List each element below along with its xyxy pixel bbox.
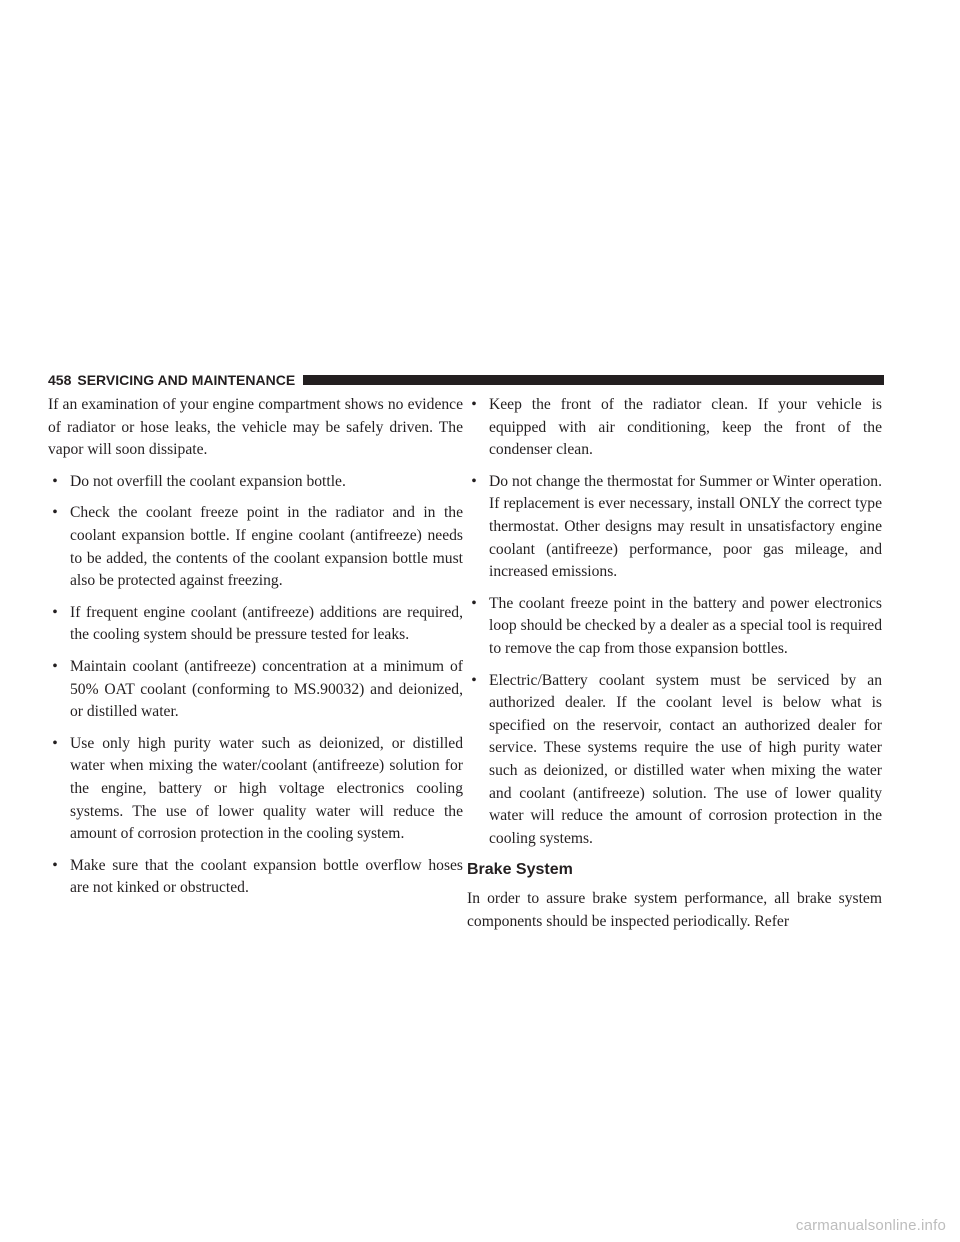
brake-paragraph: In order to assure brake system performance, all brake system components should be inspected periodically. Refer <box>467 890 882 930</box>
bullet-icon: • <box>52 472 58 490</box>
page-number: 458 <box>48 372 72 388</box>
bullet-icon: • <box>471 472 477 490</box>
bullet-icon: • <box>52 734 58 752</box>
intro-paragraph: If an examination of your engine compartment shows no evidence of radiator or hose leaks, the vehicle may be safely driven. The vapor will soon dissipate. <box>48 396 463 459</box>
bullet-icon: • <box>471 594 477 612</box>
list-item <box>467 394 882 462</box>
list-item <box>48 502 463 592</box>
watermark-text: carmanualsonline.info <box>795 1217 946 1234</box>
list-item-text: Maintain coolant (antifreeze) concentration at a minimum of 50% OAT coolant (conforming to MS.90032) and deionized, or distilled water. <box>70 657 463 721</box>
list-item-text: Make sure that the coolant expansion bottle overflow hoses are not kinked or obstructed. <box>70 856 463 897</box>
list-item <box>48 656 463 724</box>
section-heading: Brake System <box>467 861 573 879</box>
list-item <box>48 855 463 900</box>
list-item <box>48 602 463 647</box>
list-item-text: Do not overfill the coolant expansion bottle. <box>70 472 346 490</box>
left-column <box>48 394 463 909</box>
left-bullet-list <box>48 471 463 900</box>
bullet-icon: • <box>52 657 58 675</box>
header-rule <box>303 375 884 385</box>
list-item <box>467 670 882 851</box>
bullet-icon: • <box>471 396 477 413</box>
list-item-text: Do not change the thermostat for Summer or Winter operation. If replacement is ever necessary, install ONLY the correct type thermostat. Other designs may result in unsatisfactory engine coolant (antifreeze) performance, poor gas mileage, and increased emissions. <box>489 472 882 581</box>
page-header <box>48 370 884 390</box>
list-item-text: Keep the front of the radiator clean. If your vehicle is equipped with air conditioning, keep the front of the condenser clean. <box>489 396 882 459</box>
list-item <box>467 471 882 584</box>
right-column <box>467 394 882 942</box>
list-item-text: Check the coolant freeze point in the radiator and in the coolant expansion bottle. If engine coolant (antifreeze) needs to be added, the contents of the coolant expansion bottle must also be protected against freezing. <box>70 504 463 590</box>
bullet-icon: • <box>52 603 58 621</box>
list-item-text: If frequent engine coolant (antifreeze) additions are required, the cooling system should be pressure tested for leaks. <box>70 603 463 644</box>
list-item <box>48 471 463 494</box>
bullet-icon: • <box>471 671 477 689</box>
bullet-icon: • <box>52 504 58 522</box>
list-item <box>467 593 882 661</box>
list-item-text: Electric/Battery coolant system must be serviced by an authorized dealer. If the coolant level is below what is specified on the reservoir, contact an authorized dealer for service. These systems require the use of high purity water such as deionized, or distilled water when mixing the water and coolant (antifreeze) solution. The use of lower quality water will reduce the amount of corrosion protection in the cooling systems. <box>489 671 882 847</box>
list-item-text: The coolant freeze point in the battery and power electronics loop should be checked by a dealer as a special tool is required to remove the cap from those expansion bottles. <box>489 594 882 657</box>
list-item-text: Use only high purity water such as deionized, or distilled water when mixing the water/coolant (antifreeze) solution for the engine, battery or high voltage electronics cooling systems. The use of lower quality water will reduce the amount of corrosion protection in the cooling system. <box>70 734 463 843</box>
bullet-icon: • <box>52 856 58 874</box>
list-item <box>48 733 463 846</box>
right-bullet-list <box>467 394 882 850</box>
section-title: SERVICING AND MAINTENANCE <box>77 372 296 388</box>
